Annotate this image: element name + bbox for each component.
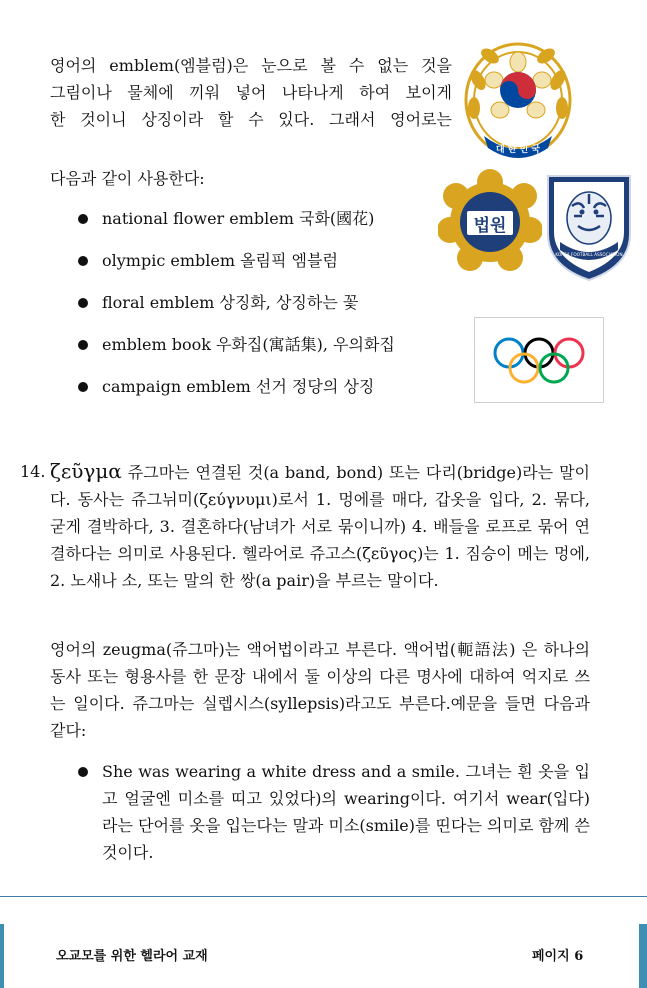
section-14 [20,458,590,594]
footer-divider [0,896,647,897]
zeugma-paragraph: 영어의 zeugma(쥬그마)는 액어법이라고 부른다. 액어법(軛語法) 은 하나의 동사 또는 형용사를 한 문장 내에서 둘 이상의 다른 명사에 대하여 억지로 쓰는 일이다. 쥬그마는 실렙시스(syllepsis)라고도 부른다.예문을 들면 다음과 같다: [50,640,590,740]
intro-paragraph [50,52,452,133]
page-number: 페이지 6 [532,949,584,964]
court-emblem-text: 법원 [473,216,507,236]
intro-line-1: 영어의 emblem(엠블럼)은 눈으로 볼 수 없는 것을 [50,56,452,75]
korea-seal-text: 대 한 민 국 [495,145,541,155]
emblem-list [78,204,395,414]
football-association-emblem-image [544,170,634,284]
greek-headword: ζεῦγμα [50,459,122,483]
list-item: olympic emblem 올림픽 엠블럼 [78,246,395,288]
section-number: 14. [20,462,46,481]
section-14-body [50,458,590,594]
court-emblem-image [438,168,542,276]
right-edge-bar [639,924,647,988]
intro-line-3: 한 것이니 상징이라 할 수 있다. 그래서 영어로는 [50,110,452,129]
olympic-rings-icon [475,318,603,402]
olympic-rings-image [474,317,604,403]
intro-line-2: 그림이나 물체에 끼워 넣어 나타나게 하여 보이게 [50,83,452,102]
list-item: national flower emblem 국화(國花) [78,204,395,246]
korea-national-seal-image [462,40,574,164]
footer-title: 오교모를 위한 헬라어 교재 [56,949,208,964]
list-item: floral emblem 상징화, 상징하는 꽃 [78,288,395,330]
example-bullet: She was wearing a white dress and a smile. 그녀는 흰 옷을 입고 얼굴엔 미소를 띠고 있었다)의 wearing이다. 여기서 wear(입다)라는 단어를 옷을 입는다는 말과 미소(smile)를 띤다는 의미로 함께 쓴 것이다. [78,758,590,866]
kfa-text: KOREA FOOTBALL ASSOCIATION [555,252,623,257]
list-item: campaign emblem 선거 정당의 상징 [78,372,395,414]
section-14-text: 쥬그마는 연결된 것(a band, bond) 또는 다리(bridge)라는 말이다. 동사는 쥬그뉘미(ζεύγνυμι)로서 1. 멍에를 매다, 갑옷을 입다, 2. 묶다, 굳게 결박하다, 3. 결혼하다(남녀가 서로 묶이니까) 4. 배들을 로프로 묶어 연결하다는 의미로 사용된다. 헬라어로 쥬고스(ζεῦγος)는 1. 짐승이 메는 멍에, 2. 노새나 소, 또는 말의 한 쌍(a pair)을 부르는 말이다. [50,463,590,590]
list-item: emblem book 우화집(寓話集), 우의화집 [78,330,395,372]
intro-lead: 다음과 같이 사용한다: [50,169,205,188]
left-edge-bar [0,924,4,988]
